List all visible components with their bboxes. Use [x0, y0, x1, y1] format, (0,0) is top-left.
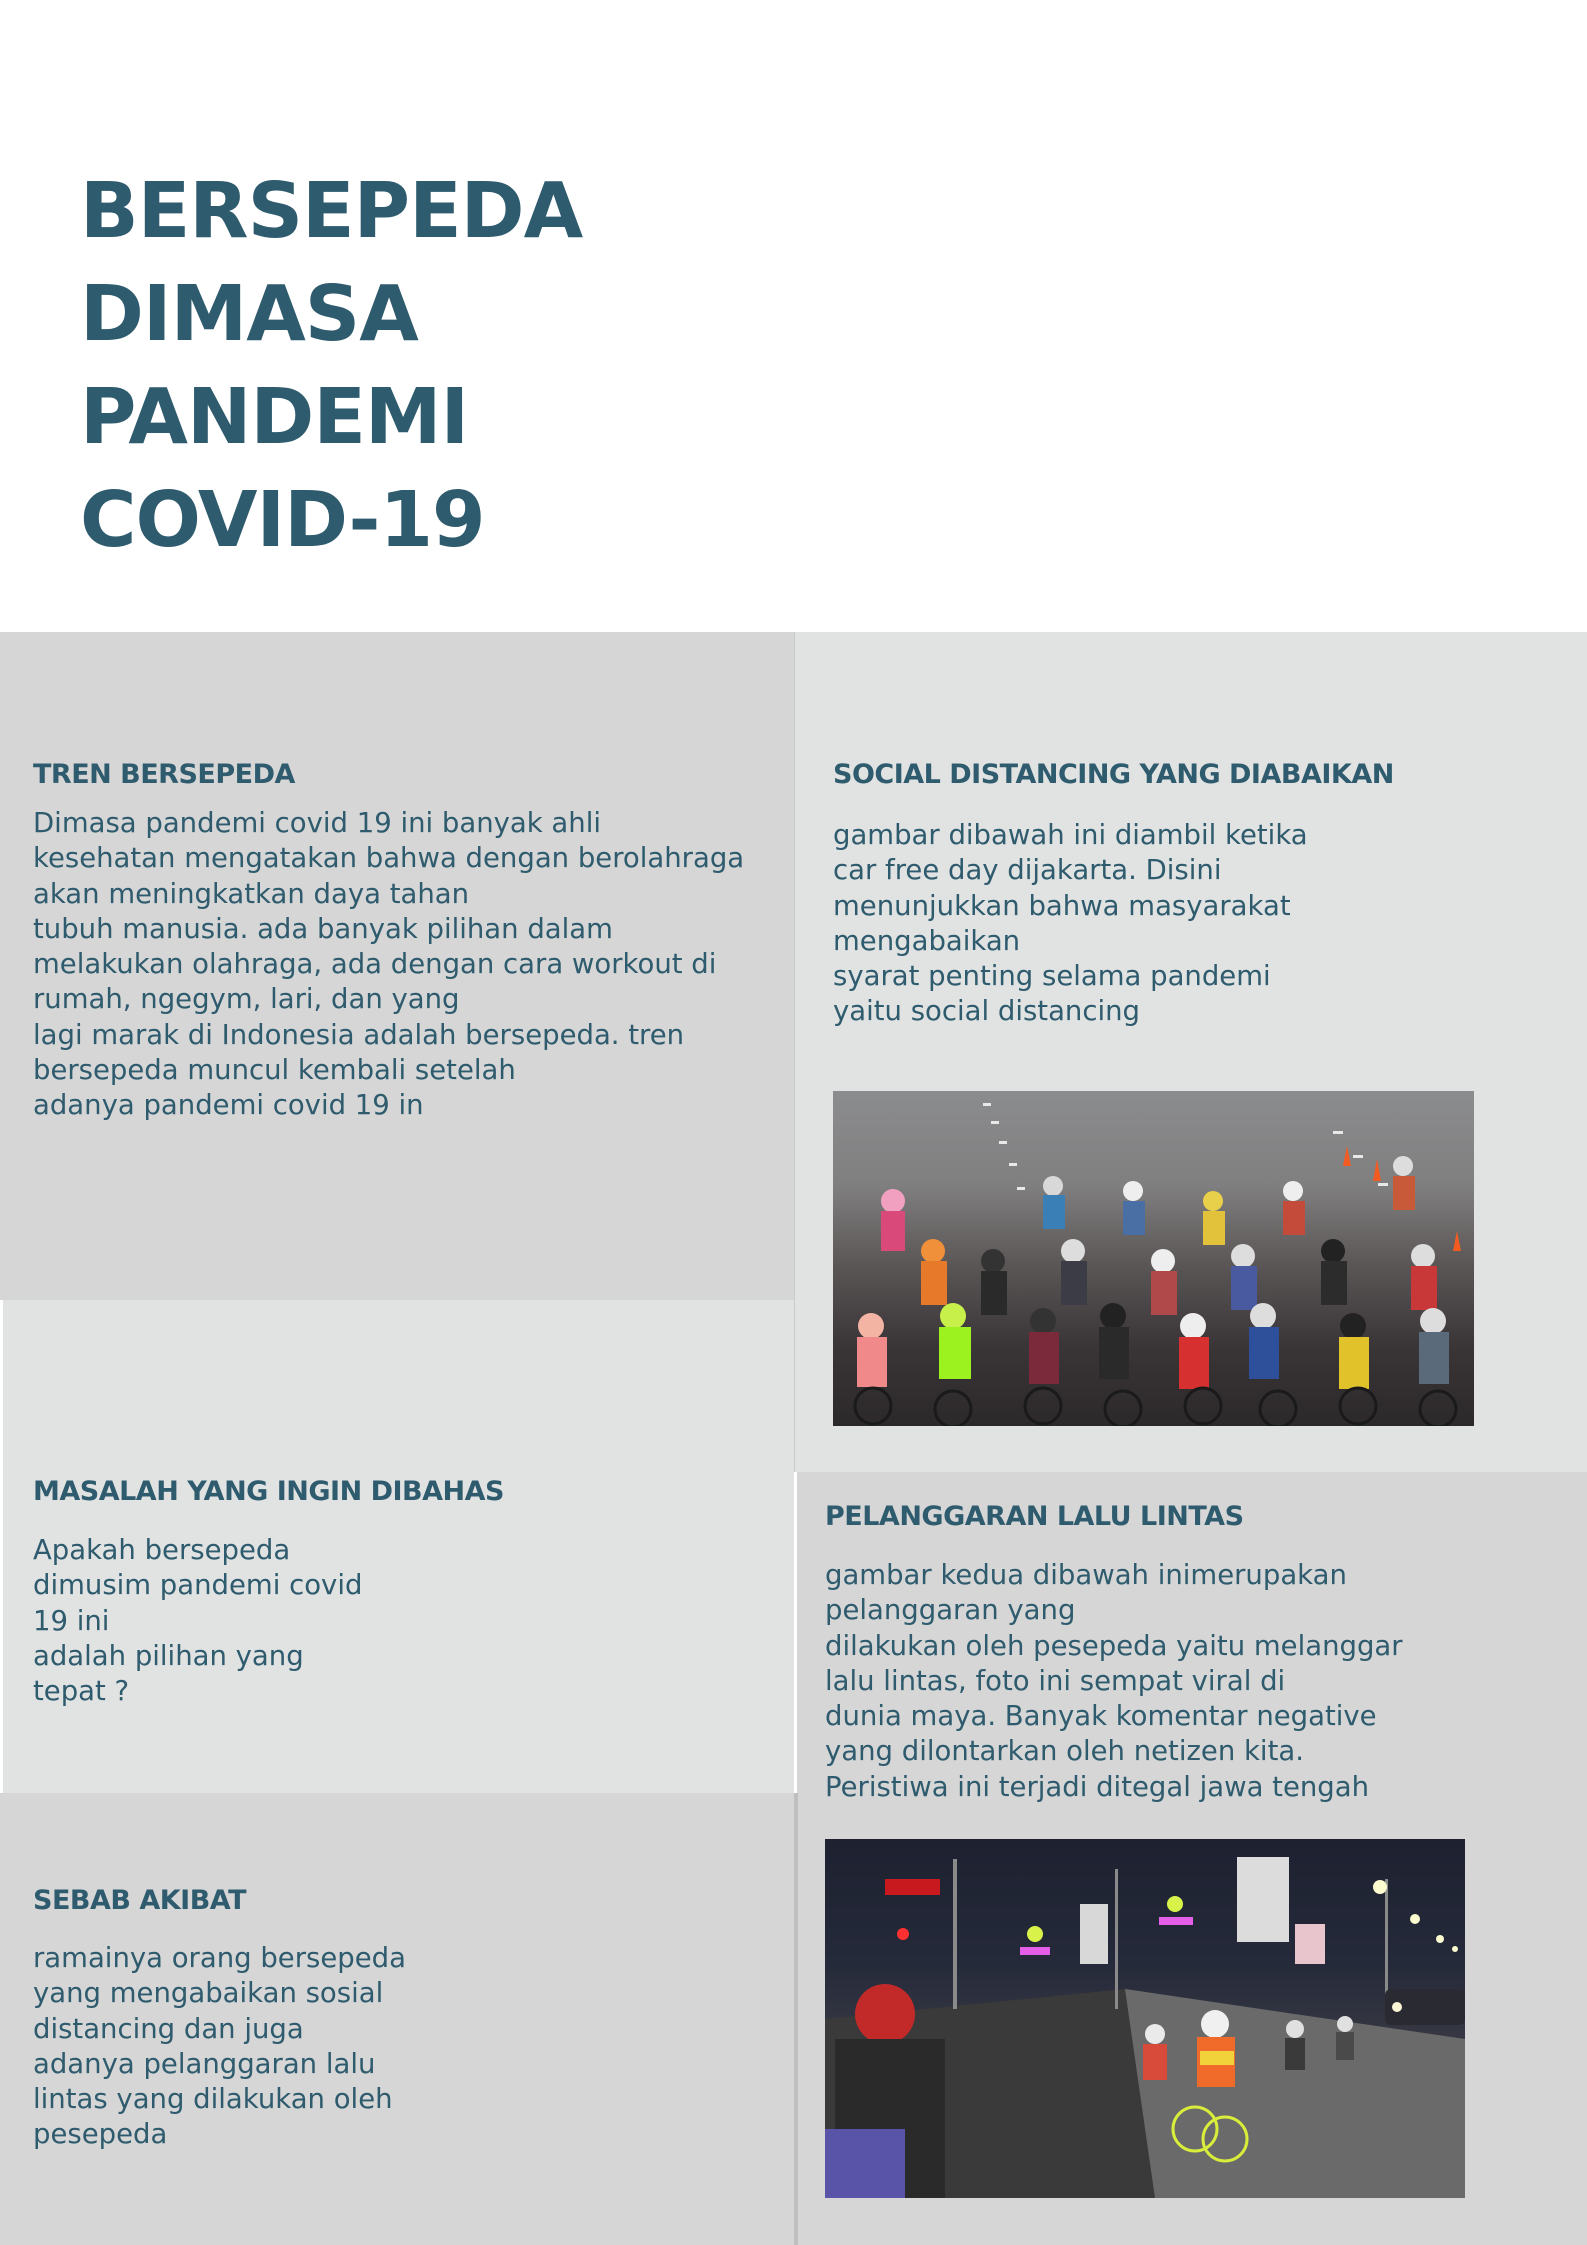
cyclists-crowd-photo [833, 1091, 1474, 1426]
title-line-4: COVID-19 [80, 476, 485, 565]
text-line: distancing dan juga [33, 2012, 304, 2045]
text-line: adalah pilihan yang [33, 1639, 304, 1672]
title-line-2: DIMASA [80, 270, 418, 359]
text-line: tepat ? [33, 1675, 130, 1708]
night-traffic-photo [825, 1839, 1465, 2198]
text-line: Dimasa pandemi covid 19 ini banyak ahli [33, 807, 601, 839]
sebab-akibat-heading: SEBAB AKIBAT [33, 1885, 247, 1916]
text-line: tubuh manusia. ada banyak pilihan dalam [33, 912, 613, 945]
text-line: Peristiwa ini terjadi ditegal jawa tengah [825, 1770, 1370, 1803]
text-line: yang dilontarkan oleh netizen kita. [825, 1735, 1304, 1768]
text-line: adanya pandemi covid 19 in [33, 1089, 424, 1122]
pelanggaran-body [825, 1558, 1403, 1805]
tren-bersepeda-heading: TREN BERSEPEDA [33, 759, 295, 790]
sebab-akibat-body [33, 1941, 406, 2153]
text-line: menunjukkan bahwa masyarakat [833, 889, 1291, 922]
text-line: lintas yang dilakukan oleh [33, 2083, 393, 2116]
text-line: Apakah bersepeda [33, 1534, 291, 1566]
text-line: dimusim pandemi covid [33, 1569, 363, 1602]
social-distancing-body [833, 818, 1308, 1030]
text-line: yang mengabaikan sosial [33, 1977, 384, 2010]
tren-bersepeda-body [33, 806, 744, 1124]
text-line: rumah, ngegym, lari, dan yang [33, 983, 460, 1016]
text-line: dilakukan oleh pesepeda yaitu melanggar [825, 1629, 1403, 1662]
title-line-1: BERSEPEDA [80, 167, 583, 256]
text-line: akan meningkatkan daya tahan [33, 877, 470, 910]
text-line: melakukan olahraga, ada dengan cara workout di [33, 948, 717, 981]
text-line: gambar kedua dibawah inimerupakan [825, 1559, 1347, 1591]
page-title [80, 160, 780, 572]
text-line: syarat penting selama pandemi [833, 960, 1271, 993]
text-line: adanya pelanggaran lalu [33, 2047, 376, 2080]
masalah-body [33, 1533, 362, 1709]
text-line: ramainya orang bersepeda [33, 1942, 406, 1974]
text-line: pesepeda [33, 2118, 168, 2151]
title-line-3: PANDEMI [80, 373, 469, 462]
text-line: lagi marak di Indonesia adalah bersepeda. tren [33, 1018, 685, 1051]
text-line: gambar dibawah ini diambil ketika [833, 819, 1308, 851]
masalah-heading: MASALAH YANG INGIN DIBAHAS [33, 1476, 504, 1507]
social-distancing-heading: SOCIAL DISTANCING YANG DIABAIKAN [833, 759, 1394, 790]
text-line: mengabaikan [833, 924, 1021, 957]
column-divider-bottom [794, 1793, 798, 2245]
text-line: bersepeda muncul kembali setelah [33, 1054, 516, 1087]
text-line: lalu lintas, foto ini sempat viral di [825, 1664, 1286, 1697]
text-line: pelanggaran yang [825, 1594, 1076, 1627]
pelanggaran-heading: PELANGGARAN LALU LINTAS [825, 1501, 1244, 1532]
text-line: dunia maya. Banyak komentar negative [825, 1700, 1377, 1733]
text-line: 19 ini [33, 1604, 110, 1637]
text-line: yaitu social distancing [833, 995, 1140, 1028]
column-divider [794, 632, 795, 1472]
text-line: kesehatan mengatakan bahwa dengan berolahraga [33, 842, 745, 875]
text-line: car free day dijakarta. Disini [833, 854, 1222, 887]
